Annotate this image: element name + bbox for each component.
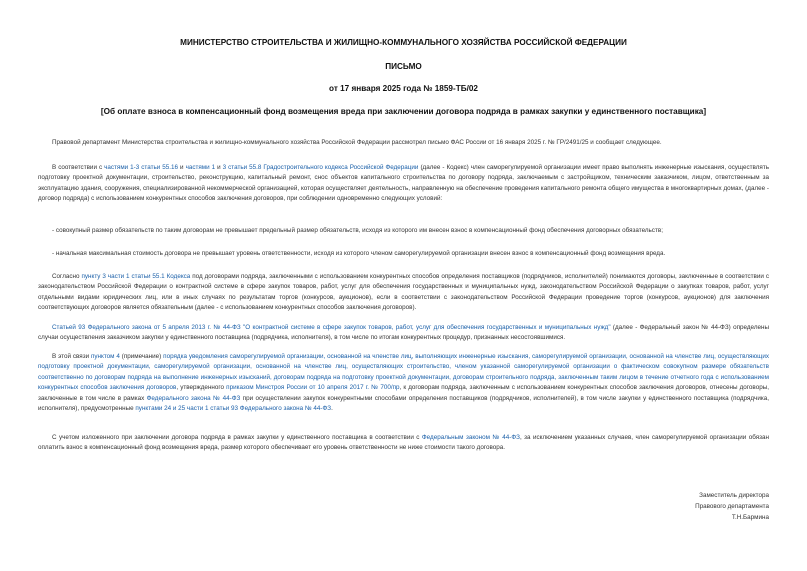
document-type: ПИСЬМО bbox=[385, 62, 422, 71]
text: В этой связи bbox=[52, 353, 91, 360]
ministry-title: МИНИСТЕРСТВО СТРОИТЕЛЬСТВА И ЖИЛИЩНО-КОММУНАЛЬНОГО ХОЗЯЙСТВА РОССИЙСКОЙ ФЕДЕРАЦИИ bbox=[180, 38, 627, 47]
paragraph-condition-2: - начальная максимальная стоимость договора не превышает уровень ответственности, исходя из которого членом саморегулируемой организации внесен взнос в компенсационный фонд возмещения вреда. bbox=[52, 250, 666, 257]
text: Согласно bbox=[52, 273, 82, 280]
paragraph-intro: Правовой департамент Министерства строительства и жилищно-коммунального хозяйства Российской Федерации рассмотрел письмо ФАС России от 16 января 2025 г. № ГР/2491/25 и сообщает следующее. bbox=[52, 139, 662, 146]
text: и bbox=[178, 164, 186, 171]
document-subject: [Об оплате взноса в компенсационный фонд возмещения вреда при заключении договора подряда в рамках закупки у единственного поставщика] bbox=[100, 107, 707, 116]
signature-position: Заместитель директора bbox=[699, 492, 769, 499]
paragraph-conclusion bbox=[38, 433, 769, 454]
link-44-fz[interactable]: Федерального закона № 44-ФЗ bbox=[146, 394, 241, 402]
text: при осуществлении закупок конкурентными способами определения поставщиков (подрядчиков, исполнителей), в том числе закупки у единственного поставщика (подрядчика, исполнителя), предусмотренные bbox=[38, 394, 769, 413]
paragraph-conditions bbox=[38, 163, 769, 205]
text: (далее - Кодекс) член саморегулируемой организации имеет право выполнять инженерные изыскания, осуществлять подготовку проектной документации, строительство, реконструкцию, капитальный ремонт, снос объектов капитального строительства по договору подряда, заключаемым с застройщиком, техническим заказчиком, лицом, ответственным за эксплуатацию здания, сооружения, специализированной некоммерческой организацией, которая осуществляет деятельность, направленную на обеспечение проведения капитального ремонта общего имущества в многоквартирных домах, (далее - договор подряда) с использованием конкурентных способов заключения договоров, при соблюдении одновременно следующих условий: bbox=[38, 164, 769, 203]
paragraph-competitive-methods bbox=[38, 272, 769, 314]
link-article-55-1[interactable]: пункту 3 части 1 статьи 55.1 Кодекса bbox=[81, 273, 191, 280]
link-article-55-8-code[interactable]: 3 статьи 55.8 Градостроительного кодекса Российской Федерации bbox=[222, 164, 419, 171]
text: . bbox=[331, 405, 333, 413]
link-federal-law-44-fz[interactable]: Федеральным законом № 44-ФЗ bbox=[421, 434, 520, 441]
link-articles-55-16[interactable]: частями 1-3 статьи 55.16 bbox=[104, 164, 179, 171]
link-article-93-44-fz[interactable]: Статьей 93 Федерального закона от 5 апреля 2013 г. № 44-ФЗ "О контрактной системе в сфере закупок товаров, работ, услуг для обеспечения государственных и муниципальных нужд" bbox=[52, 324, 611, 331]
text: , за исключением указанных случаев, член саморегулируемой организации обязан оплатить взнос в компенсационный фонд возмещения вреда, размер которого обеспечивает его уровень ответственности не ниже стоимости такого договора. bbox=[38, 434, 769, 452]
link-parts-1[interactable]: частями 1 bbox=[185, 164, 216, 171]
document-date-number: от 17 января 2025 года № 1859-ТБ/02 bbox=[329, 84, 478, 93]
text: , к договорам подряда, заключенным с использованием конкурентных способов заключения договоров, отнесены договоры, заключенные в том числе в рамках bbox=[38, 384, 769, 402]
signature-name: Т.Н.Бармина bbox=[731, 514, 769, 521]
link-points-24-25[interactable]: пунктами 24 и 25 части 1 статьи 93 Федерального закона № 44-ФЗ bbox=[135, 405, 332, 413]
text: В соответствии с bbox=[52, 164, 105, 171]
text: , утвержденного bbox=[176, 384, 227, 392]
signature-department: Правового департамента bbox=[695, 503, 769, 510]
link-point-4[interactable]: пунктом 4 bbox=[90, 353, 120, 360]
paragraph-44-fz bbox=[38, 323, 769, 344]
text: под договорами подряда, заключенными с использованием конкурентных способов определения поставщиков (подрядчиков, исполнителей) понимаются договоры, заключенные в соответствии с законодательством Российской Федерации о контрактной системе в сфере закупок товаров, работ, услуг для обеспечения государственных и муниципальных нужд, законодательством Российской Федерации о закупках товаров, работ, услуг отдельными видами юридических лиц, или в иных случаях по результатам торгов (конкурсов, аукционов), если в соответствии с законодательством Российской Федерации проведение торгов (конкурсов, аукционов) для заключения соответствующих договоров является обязательным (далее - с использованием конкурентных способов заключения договоров). bbox=[38, 273, 769, 312]
link-order-700pr[interactable]: приказом Минстроя России от 10 апреля 2017 г. № 700/пр bbox=[226, 384, 400, 392]
link-notification-order[interactable]: порядка уведомления саморегулируемой организации, основанной на членстве лиц, выполняющих инженерные изыскания, саморегулируемой организации, основанной на членстве лиц, осуществляющих подготовку проектной документации, саморегулируемой организации, основанной на членстве лиц, осуществляющих строительство, членом указанной саморегулируемой организации о фактическом совокупном размере обязательств соответственно по договорам подряда на выполнение инженерных изысканий, договорам подряда на подготовку проектной документации, договорам строительного подряда, заключенным таким лицом в течение отчетного года с использованием конкурентных способов заключения договоров bbox=[38, 353, 770, 392]
text: (примечание) bbox=[119, 353, 164, 360]
text: (далее - Федеральный закон № 44-ФЗ) определены случаи осуществления заказчиком закупки у единственного поставщика (подрядчика, исполнителя), в том числе по итогам конкурентных процедур, признанных несостоявшимися. bbox=[38, 324, 770, 342]
paragraph-condition-1: - совокупный размер обязательств по таким договорам не превышает предельный размер обязательств, исходя из которого им внесен взнос в компенсационный фонд обеспечения договорных обязательств; bbox=[52, 227, 663, 234]
paragraph-notification-order bbox=[38, 352, 769, 414]
signature-block bbox=[569, 490, 769, 523]
text: С учетом изложенного при заключении договора подряда в рамках закупки у единственного поставщика в соответствии с bbox=[52, 434, 422, 441]
text: и bbox=[215, 164, 223, 171]
